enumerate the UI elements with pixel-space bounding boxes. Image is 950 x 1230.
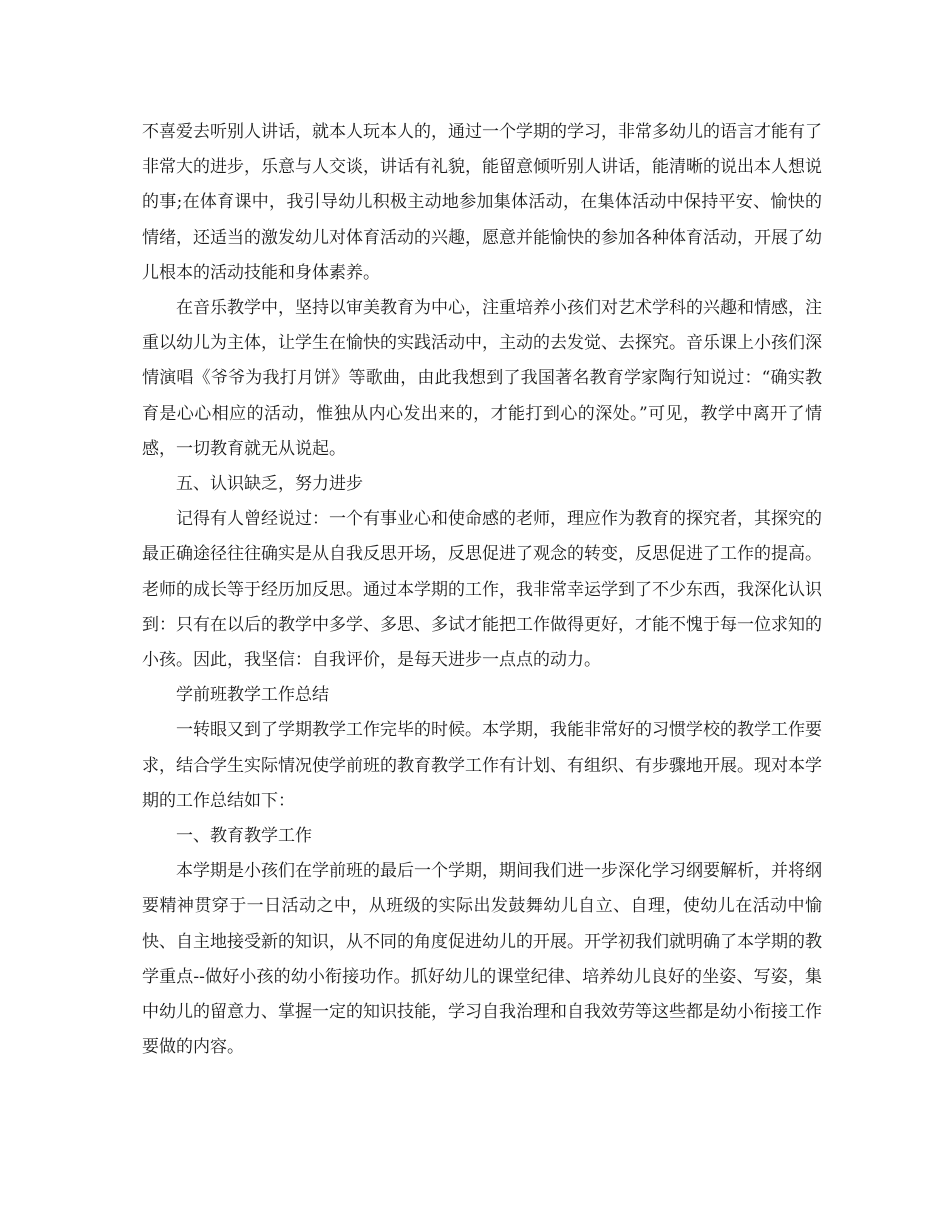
section-heading-1: 一、教育教学工作 (176, 826, 312, 847)
document-title: 学前班教学工作总结 (176, 685, 329, 706)
paragraph-3: 记得有人曾经说过：一个有事业心和使命感的老师，理应作为教育的探究者，其探究的最正确途径往往确实是从自我反思开场，反思促进了观念的转变，反思促进了工作的提高。老师的成长等于经历加反思。通过本学期的工作，我非常幸运学到了不少东西，我深化认识到：只有在以后的教学中多学、多思、多试才能把工作做得更好，才能不愧于每一位求知的小孩。因此，我坚信：自我评价，是每天进步一点点的动力。 (142, 509, 822, 671)
paragraph-4: 一转眼又到了学期教学工作完毕的时候。本学期，我能非常好的习惯学校的教学工作要求，结合学生实际情况使学前班的教育教学工作有计划、有组织、有步骤地开展。现对本学期的工作总结如下： (142, 720, 822, 811)
paragraph-1: 不喜爱去听别人讲话，就本人玩本人的，通过一个学期的学习，非常多幼儿的语言才能有了非常大的进步，乐意与人交谈，讲话有礼貌，能留意倾听别人讲话，能清晰的说出本人想说的事;在体育课中，我引导幼儿积极主动地参加集体活动，在集体活动中保持平安、愉快的情绪，还适当的激发幼儿对体育活动的兴趣，愿意并能愉快的参加各种体育活动，开展了幼儿根本的活动技能和身体素养。 (142, 122, 822, 283)
paragraph-2: 在音乐教学中，坚持以审美教育为中心，注重培养小孩们对艺术学科的兴趣和情感，注重以幼儿为主体，让学生在愉快的实践活动中，主动的去发觉、去探究。音乐课上小孩们深情演唱《爷爷为我打月饼》等歌曲，由此我想到了我国著名教育学家陶行知说过：“确实教育是心心相应的活动，惟独从内心发出来的，才能打到心的深处。”可见，教学中离开了情感，一切教育就无从说起。 (142, 298, 822, 459)
section-heading-5: 五、认识缺乏，努力进步 (176, 474, 363, 495)
document-body (142, 115, 822, 1065)
paragraph-5: 本学期是小孩们在学前班的最后一个学期，期间我们进一步深化学习纲要解析，并将纲要精神贯穿于一日活动之中，从班级的实际出发鼓舞幼儿自立、自理，使幼儿在活动中愉快、自主地接受新的知识，从不同的角度促进幼儿的开展。开学初我们就明确了本学期的教学重点--做好小孩的幼小衔接功作。抓好幼儿的课堂纪律、培养幼儿良好的坐姿、写姿，集中幼儿的留意力、掌握一定的知识技能，学习自我治理和自我效劳等这些都是幼小衔接工作要做的内容。 (142, 861, 822, 1058)
